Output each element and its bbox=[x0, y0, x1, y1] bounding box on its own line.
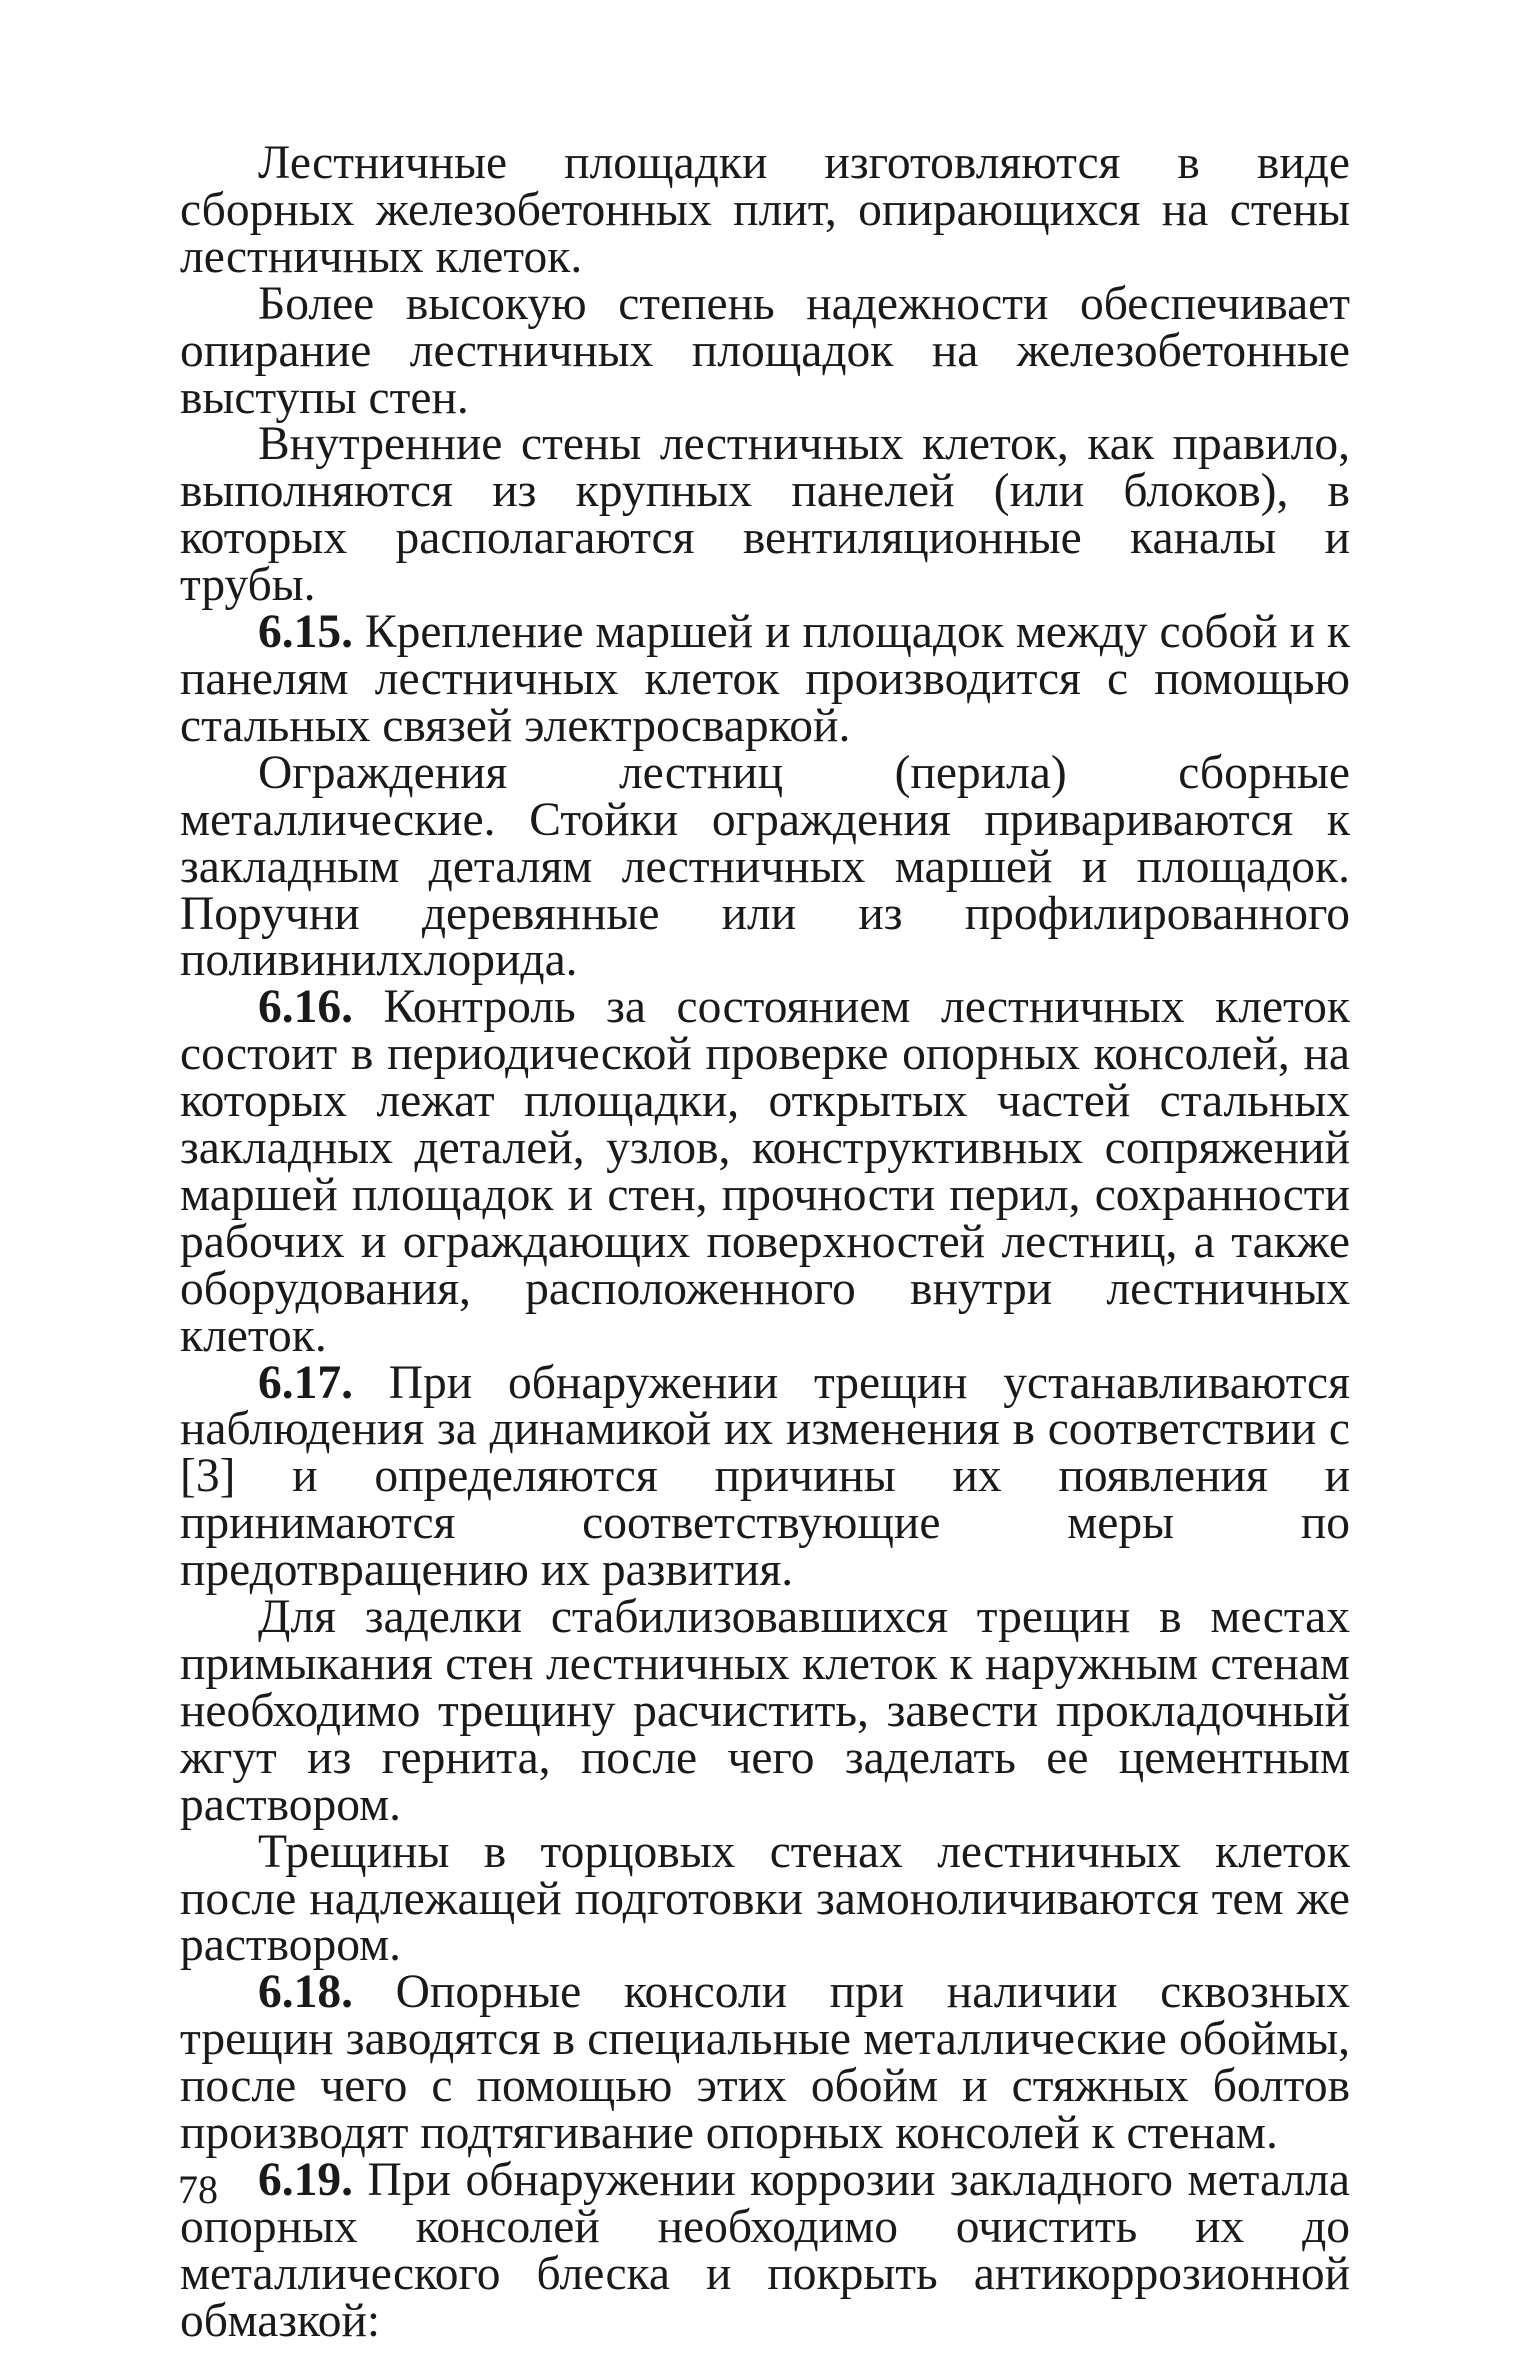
paragraph-text: Лестничные площадки изготовляются в виде сборных железобетонных плит, опирающихся на стены лестничных клеток. bbox=[180, 137, 1350, 283]
section-number: 6.15. bbox=[258, 606, 353, 659]
paragraph-text: Для заделки стабилизовавшихся трещин в местах примыкания стен лестничных клеток к наружным стенам необходимо трещину расчистить, завести прокладочный жгут из гернита, после чего заделать ее цементным раствором. bbox=[180, 1591, 1350, 1831]
paragraph-1 bbox=[180, 137, 1350, 283]
paragraph-8 bbox=[180, 1591, 1350, 1831]
paragraph-6-17 bbox=[180, 1356, 1350, 1597]
page-number: 78 bbox=[178, 2167, 218, 2212]
paragraph-text: Ограждения лестниц (перила) сборные металлические. Стойки ограждения привариваются к закладным деталям лестничных маршей и площадок. Поручни деревянные или из профилированного поливинилхлорида. bbox=[180, 746, 1350, 987]
paragraph-text: При обнаружении коррозии закладного металла опорных консолей необходимо очистить их до металлического блеска и покрыть антикоррозионной обмазкой: bbox=[180, 2153, 1350, 2347]
paragraph-text: Опорные консоли при наличии сквозных трещин заводятся в специальные металлические обоймы, после чего с помощью этих обойм и стяжных болтов производят подтягивание опорных консолей к стенам. bbox=[180, 1966, 1350, 2160]
section-number: 6.18. bbox=[258, 1966, 353, 2019]
paragraph-text: Крепление маршей и площадок между собой и к панелям лестничных клеток производится с помощью стальных связей электросваркой. bbox=[180, 606, 1350, 752]
paragraph-9 bbox=[180, 1825, 1350, 1972]
paragraph-6-15 bbox=[180, 606, 1350, 752]
paragraph-text: Более высокую степень надежности обеспечивает опирание лестничных площадок на железобетонные выступы стен. bbox=[180, 277, 1350, 424]
paragraph-3 bbox=[180, 418, 1350, 612]
section-number: 6.17. bbox=[258, 1356, 353, 1409]
paragraph-6-19 bbox=[180, 2153, 1350, 2347]
paragraph-6-16 bbox=[180, 981, 1350, 1362]
paragraph-text: Контроль за состоянием лестничных клеток состоит в периодической проверке опорных консолей, на которых лежат площадки, открытых частей стальных закладных деталей, узлов, конструктивных сопряжений маршей площадок и стен, прочности перил, сохранности рабочих и ограждающих поверхностей лестниц, а также оборудования, расположенного внутри лестничных клеток. bbox=[180, 981, 1350, 1362]
page-body bbox=[180, 137, 1350, 2347]
paragraph-text: При обнаружении трещин устанавливаются наблюдения за динамикой их изменения в соответствии с [3] и определяются причины их появления и принимаются соответствующие меры по предотвращению их развития. bbox=[180, 1356, 1350, 1597]
paragraph-text: Трещины в торцовых стенах лестничных клеток после надлежащей подготовки замоноличиваются тем же раствором. bbox=[180, 1825, 1350, 1972]
paragraph-text: Внутренние стены лестничных клеток, как правило, выполняются из крупных панелей (или блоков), в которых располагаются вентиляционные каналы и трубы. bbox=[180, 418, 1350, 612]
section-number: 6.19. bbox=[258, 2153, 353, 2206]
paragraph-2 bbox=[180, 277, 1350, 424]
section-number: 6.16. bbox=[258, 981, 353, 1034]
paragraph-6-18 bbox=[180, 1966, 1350, 2160]
paragraph-5 bbox=[180, 746, 1350, 987]
